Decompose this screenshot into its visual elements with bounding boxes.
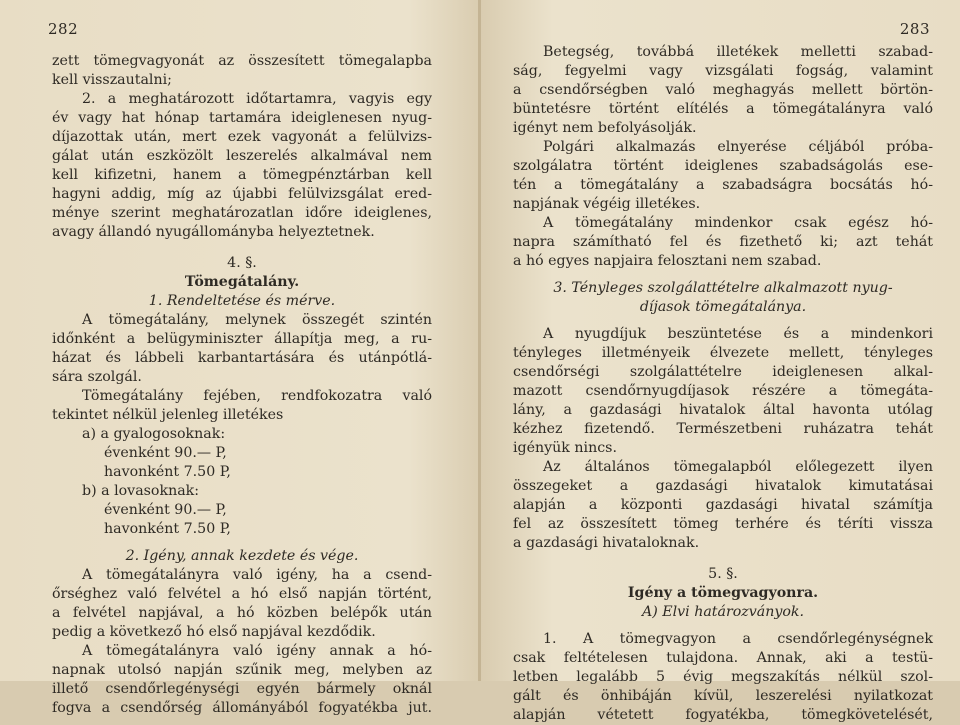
list-item: a) a gyalogosoknak: (82, 426, 226, 442)
text-line: A tömegátalány, melynek összegét szintén (82, 312, 432, 328)
text-line: Betegség, továbbá illetékek melletti szabad- (543, 44, 933, 60)
text-line: kell visszautalni; (52, 72, 172, 88)
subsection-title: 3. Tényleges szolgálattételre alkalmazott nyug- (553, 280, 893, 296)
left-page-text (52, 52, 432, 718)
text-line: ság, fegyelmi vagy vizsgálati fogság, valamint (513, 63, 933, 79)
list-item: évenként 90.— P, (104, 445, 227, 461)
text-line: napnak utolsó napján szűnik meg, melyben az (52, 662, 432, 678)
text-line: A tömegátalányra való igény, ha a csend- (82, 567, 432, 583)
text-line: kell kifizetni, hanem a tömegpénztárban kell (52, 167, 432, 183)
text-line: a hó egyes napjaira felosztani nem szabad. (513, 253, 822, 269)
left-page (0, 0, 481, 716)
list-item: évenként 90.— P, (104, 502, 227, 518)
text-line: csendőrségi szolgálattételre ideiglenesen alkal- (513, 364, 933, 380)
text-line: fogva a csendőrség állományából fogyatékba jut. (52, 700, 432, 716)
text-line: pedig a következő hó első napjával kezdődik. (52, 624, 376, 640)
text-line: illető csendőrlegénységi egyén bármely oknál (52, 681, 432, 697)
list-item: havonként 7.50 P, (104, 464, 231, 480)
section-title: Igény a tömegvagyonra. (627, 585, 819, 601)
section-title: Tömegátalány. (184, 274, 300, 290)
right-page (481, 0, 960, 723)
text-line: Az általános tömegalapból előlegezett ilyen (543, 459, 933, 475)
text-line: mazott csendőrnyugdíjasok részére a tömegáta- (513, 383, 933, 399)
text-line: A tömegátalány mindenkor csak egész hó- (543, 215, 933, 231)
subsection-title: díjasok tömegátalánya. (639, 299, 807, 315)
text-line: 2. a meghatározott időtartamra, vagyis egy (82, 91, 432, 107)
text-line: fel az összesített tömeg terhére és téríti vissza (513, 516, 933, 532)
text-line: kézhez fizetendő. Természetbeni ruházatra tehát (513, 421, 933, 437)
text-line: avagy állandó nyugállományba helyeztetnek. (52, 224, 375, 240)
text-line: Polgári alkalmazás elnyerése céljából próba- (543, 139, 933, 155)
text-line: alapján a központi gazdasági hivatal számítja (513, 497, 933, 513)
subsection-title: A) Elvi határozványok. (641, 604, 805, 620)
subsection-title: 2. Igény, annak kezdete és vége. (125, 548, 359, 564)
text-line: házat és lábbeli karbantartására és utánpótlá- (52, 350, 432, 366)
list-item: b) a lovasoknak: (82, 483, 200, 499)
text-line: időnként a belügyminiszter állapítja meg, a ru- (52, 331, 432, 347)
text-line: a felvétel napjával, a hó közben belépők után (52, 605, 432, 621)
text-line: év vagy hat hónap tartamára ideiglenesen nyug- (52, 110, 432, 126)
text-line: tekintet nélkül jelenleg illetékes (52, 407, 284, 423)
section-number: 4. §. (227, 255, 257, 271)
text-line: lány, a gazdasági hivatalok által havonta utólag (513, 402, 933, 418)
text-line: büntetésre történt elítélés a tömegátalányra való (513, 101, 933, 117)
text-line: napjának végéig illetékes. (513, 196, 701, 212)
text-line: zett tömegvagyonát az összesített tömegalapba (52, 53, 432, 69)
text-line: tényleges illetményeik élvezete mellett, tényleges (513, 345, 933, 361)
text-line: díjazottak után, mert ezek vagyonát a felülvizs- (52, 129, 432, 145)
text-line: tén a tömegátalány a szabadságra bocsátás hó- (513, 177, 933, 193)
text-line: gált és önhibáján kívül, leszerelési nyilatkozat (513, 688, 933, 704)
text-line: A nyugdíjuk beszüntetése és a mindenkori (543, 326, 933, 342)
text-line: őrséghez való felvétel a hó első napján történt, (52, 586, 432, 602)
subsection-title: 1. Rendeltetése és mérve. (148, 293, 336, 309)
text-line: Tömegátalány fejében, rendfokozatra való (82, 388, 432, 404)
list-item: havonként 7.50 P, (104, 521, 231, 537)
text-line: gálat után eszközölt leszerelés alkalmával nem (52, 148, 432, 164)
text-line: igényt nem befolyásolják. (513, 120, 697, 136)
text-line: letben legalább 5 évig megszakítás nélkül szol- (513, 669, 933, 685)
right-page-text (513, 43, 933, 725)
text-line: alapján vétetett fogyatékba, tömegkövetelését, (513, 707, 933, 723)
text-line: a csendőrségben való meghagyás mellett börtön- (513, 82, 933, 98)
text-line: szolgálatra történt ideiglenes szabadságolás ese- (513, 158, 933, 174)
text-line: igényük nincs. (513, 440, 617, 456)
text-line: 1. A tömegvagyon a csendőrlegénységnek (543, 631, 933, 647)
text-line: sára szolgál. (52, 369, 142, 385)
text-line: a gazdasági hivataloknak. (513, 535, 700, 551)
text-line: összegeket a gazdasági hivatalok kimutatásai (513, 478, 933, 494)
text-line: A tömegátalányra való igény annak a hó- (82, 643, 432, 659)
text-line: napra számítható fel és fizethető ki; azt tehát (513, 234, 933, 250)
text-line: csak feltételesen tulajdona. Annak, aki a testü- (513, 650, 933, 666)
section-number: 5. §. (708, 566, 738, 582)
page-number-left: 282 (48, 20, 79, 38)
text-line: hagyni addig, míg az újabbi felülvizsgálat ered- (52, 186, 432, 202)
page-number-right: 283 (899, 20, 930, 38)
text-line: ménye szerint meghatározatlan időre ideiglenes, (52, 205, 432, 221)
